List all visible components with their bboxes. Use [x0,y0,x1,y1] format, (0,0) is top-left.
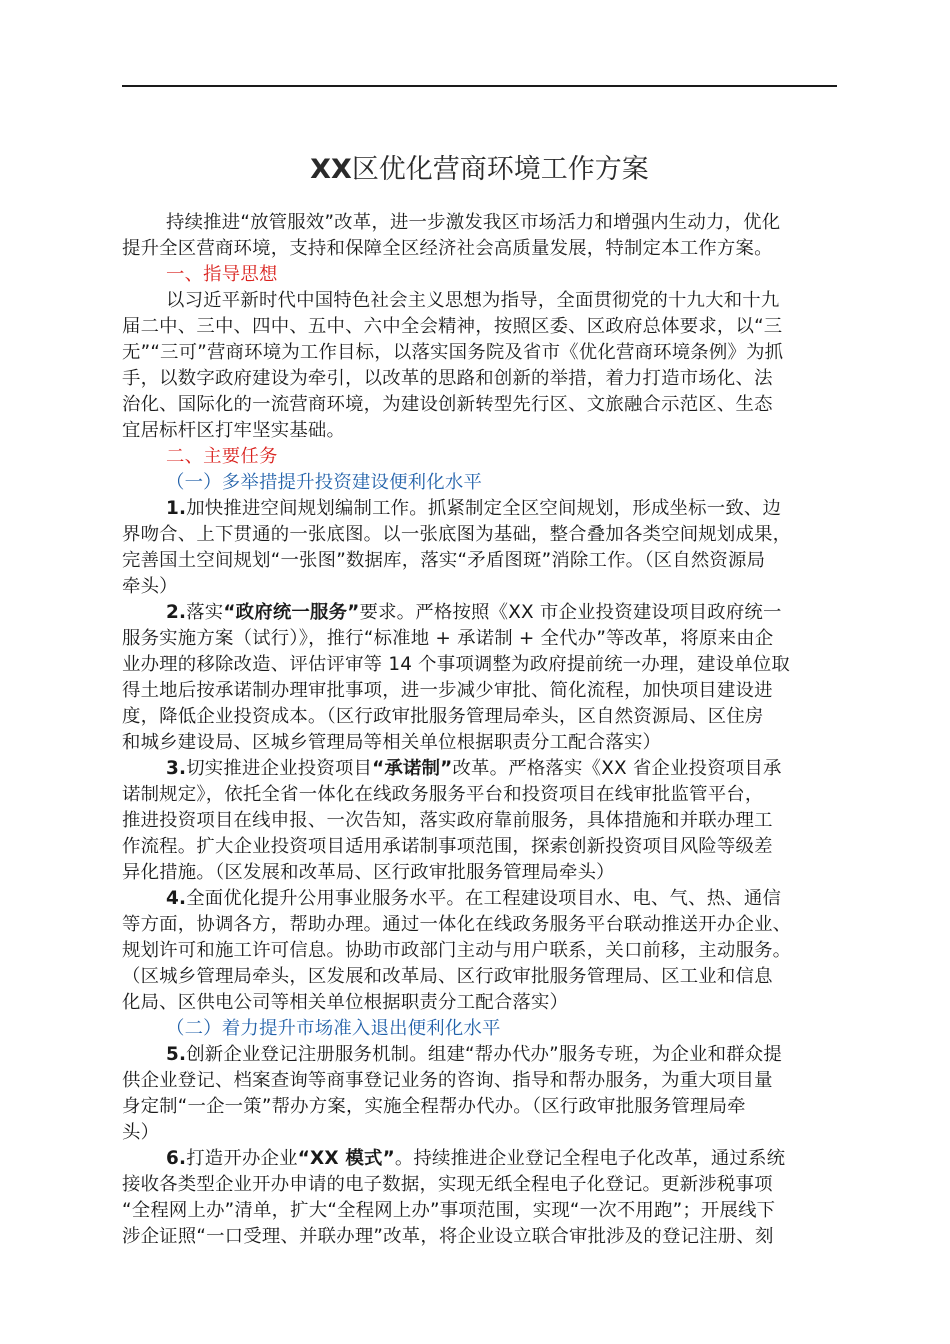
subsection-heading-market-access: （二）着力提升市场准入退出便利化水平 [166,1018,501,1039]
section-heading-main-tasks: 二、主要任务 [166,446,278,467]
document-body [122,210,837,1250]
paragraph-line: 等方面，协调各方，帮助办理。通过一体化在线政务服务平台联动推送开办企业、 [122,914,792,935]
paragraph-line: 作流程。扩大企业投资项目适用承诺制事项范围，探索创新投资项目风险等级差 [122,836,773,857]
paragraph-line: 推进投资项目在线申报、一次告知，落实政府靠前服务，具体措施和并联办理工 [122,810,773,831]
intro-line: 提升全区营商环境，支持和保障全区经济社会高质量发展，特制定本工作方案。 [122,238,773,259]
item-number: 6. [166,1148,187,1169]
item-text: 落实 [186,602,224,623]
section-heading-guiding-thought: 一、指导思想 [166,264,278,285]
item-6-first-line [122,1146,837,1172]
item-emphasis: “XX 模式” [297,1148,395,1169]
intro-line: 持续推进“放管服效”改革，进一步激发我区市场活力和增强内生动力，优化 [166,212,781,233]
subsection-heading-investment: （一）多举措提升投资建设便利化水平 [166,472,483,493]
item-number: 2. [166,602,187,623]
paragraph-line: 完善国土空间规划“一张图”数据库，落实“矛盾图斑”消除工作。（区自然资源局 [122,550,766,571]
title-text: 区优化营商环境工作方案 [351,154,649,185]
item-text: 改革。严格落实《XX 省企业投资项目承 [452,758,782,779]
item-emphasis: “政府统一服务” [223,602,360,623]
paragraph-line: 无”“三可”营商环境为工作目标，以落实国务院及省市《优化营商环境条例》为抓 [122,342,784,363]
item-4-first-line [122,886,837,912]
paragraph-line: 和城乡建设局、区城乡管理局等相关单位根据职责分工配合落实） [122,732,662,753]
item-emphasis: “承诺制” [372,758,453,779]
paragraph-line: 宜居标杆区打牢坚实基础。 [122,420,346,441]
paragraph-line: “全程网上办”清单，扩大“全程网上办”事项范围，实现“一次不用跑”；开展线下 [122,1200,776,1221]
document-title [122,150,837,190]
item-number: 1. [166,498,187,519]
header-rule [122,85,837,87]
item-text: 创新企业登记注册服务机制。组建“帮办代办”服务专班，为企业和群众提 [186,1044,782,1065]
item-text: 要求。严格按照《XX 市企业投资建设项目政府统一 [359,602,782,623]
paragraph-line: 涉企证照“一口受理、并联办理”改革，将企业设立联合审批涉及的登记注册、刻 [122,1226,774,1247]
item-text: 全面优化提升公用事业服务水平。在工程建设项目水、电、气、热、通信 [186,888,782,909]
item-1-first-line [122,496,837,522]
paragraph-line: 身定制“一企一策”帮办方案，实施全程帮办代办。（区行政审批服务管理局牵 [122,1096,746,1117]
paragraph-line: 异化措施。（区发展和改革局、区行政审批服务管理局牵头） [122,862,615,883]
item-3-first-line [122,756,837,782]
paragraph-line: 治化、国际化的一流营商环境，为建设创新转型先行区、文旅融合示范区、生态 [122,394,773,415]
title-prefix: XX [310,154,352,185]
item-text: 加快推进空间规划编制工作。抓紧制定全区空间规划，形成坐标一致、边 [186,498,782,519]
paragraph-line: 度，降低企业投资成本。（区行政审批服务管理局牵头，区自然资源局、区住房 [122,706,764,727]
item-2-first-line [122,600,837,626]
paragraph-line: 接收各类型企业开办申请的电子数据，实现无纸全程电子化登记。更新涉税事项 [122,1174,773,1195]
paragraph-line: 头） [122,1122,160,1143]
item-text: 切实推进企业投资项目 [186,758,373,779]
paragraph-line: 牵头） [122,576,178,597]
paragraph-line: 界吻合、上下贯通的一张底图。以一张底图为基础，整合叠加各类空间规划成果， [122,524,792,545]
paragraph-line: 得土地后按承诺制办理审批事项，进一步减少审批、简化流程，加快项目建设进 [122,680,773,701]
paragraph-line: 诺制规定》，依托全省一体化在线政务服务平台和投资项目在线审批监管平台， [122,784,764,805]
paragraph-line: （区城乡管理局牵头，区发展和改革局、区行政审批服务管理局、区工业和信息 [122,966,773,987]
item-number: 5. [166,1044,187,1065]
item-5-first-line [122,1042,837,1068]
item-text: 打造开办企业 [186,1148,298,1169]
paragraph-line: 服务实施方案（试行）》，推行“标准地 + 承诺制 + 全代办”等改革，将原来由企 [122,628,774,649]
paragraph-line: 规划许可和施工许可信息。协助市政部门主动与用户联系，关口前移，主动服务。 [122,940,792,961]
item-number: 3. [166,758,187,779]
paragraph-line: 以习近平新时代中国特色社会主义思想为指导，全面贯彻党的十九大和十九 [166,290,780,311]
item-text: 。持续推进企业登记全程电子化改革，通过系统 [394,1148,786,1169]
paragraph-line: 业办理的移除改造、评估评审等 14 个事项调整为政府提前统一办理，建设单位取 [122,654,790,675]
paragraph-line: 供企业登记、档案查询等商事登记业务的咨询、指导和帮办服务，为重大项目量 [122,1070,773,1091]
item-number: 4. [166,888,187,909]
paragraph-line: 手，以数字政府建设为牵引，以改革的思路和创新的举措，着力打造市场化、法 [122,368,773,389]
paragraph-line: 化局、区供电公司等相关单位根据职责分工配合落实） [122,992,569,1013]
paragraph-line: 届二中、三中、四中、五中、六中全会精神，按照区委、区政府总体要求，以“三 [122,316,783,337]
